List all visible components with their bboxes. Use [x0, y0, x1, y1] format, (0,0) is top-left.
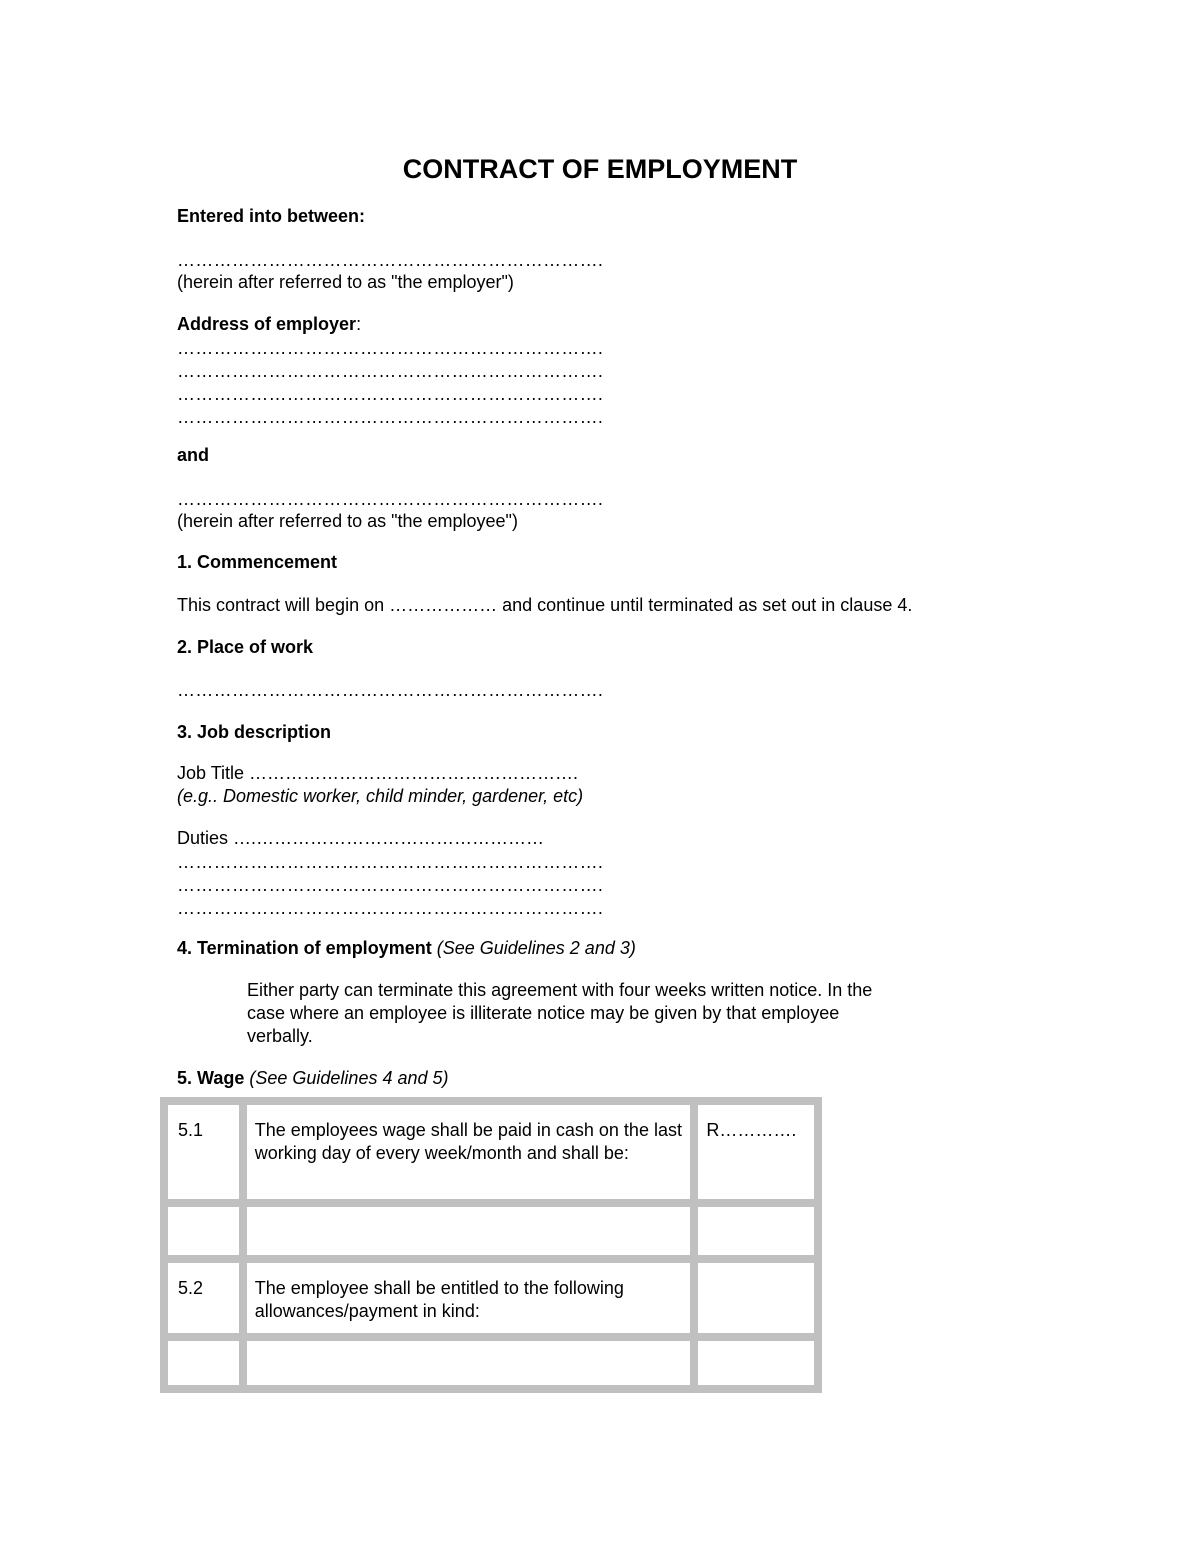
address-line-2: …………………………………………………………….: [177, 361, 604, 381]
address-heading-row: [177, 313, 361, 336]
wage-cell-amount: [694, 1337, 818, 1389]
employer-note: (herein after referred to as "the employer"): [177, 272, 514, 292]
wage-cell-amount: [694, 1259, 818, 1337]
address-heading: Address of employer: [177, 314, 357, 334]
termination-text-line-2: case where an employee is illiterate notice may be given by that employee: [247, 1003, 840, 1023]
wage-heading-row: [177, 1067, 449, 1090]
duties-line: Duties ….…………………………………………: [177, 828, 545, 848]
employee-note: (herein after referred to as "the employee"): [177, 511, 518, 531]
termination-text-line-1: Either party can terminate this agreement with four weeks written notice. In the: [247, 980, 873, 1000]
termination-text: [247, 979, 947, 1048]
and-label: and: [177, 445, 210, 465]
wage-cell-amount: [694, 1203, 818, 1259]
place-of-work-line: …………………………………………………………….: [177, 680, 604, 700]
wage-cell-text: The employee shall be entitled to the following allowances/payment in kind:: [243, 1259, 695, 1337]
wage-cell-text: [243, 1203, 695, 1259]
termination-heading-row: [177, 937, 636, 960]
duties-line-3: …………………………………………………………….: [177, 898, 604, 918]
address-line-4: …………………………………………………………….: [177, 407, 604, 427]
wage-cell-number: [164, 1203, 243, 1259]
table-row: [164, 1337, 818, 1389]
table-row: [164, 1259, 818, 1337]
address-line-1: …………………………………………………………….: [177, 338, 604, 358]
duties-line-1: …………………………………………………………….: [177, 852, 604, 872]
address-colon: :: [356, 314, 362, 334]
wage-cell-text: The employees wage shall be paid in cash on the last working day of every week/month and shall be:: [243, 1101, 695, 1203]
employee-name-line: …………………………………………………………….: [177, 489, 604, 509]
place-of-work-heading: 2. Place of work: [177, 637, 314, 657]
commencement-text: This contract will begin on ……………… and continue until terminated as set out in clause 4.: [177, 595, 913, 615]
table-row: [164, 1203, 818, 1259]
wage-cell-amount: R………….: [694, 1101, 818, 1203]
parties-heading: Entered into between:: [177, 206, 366, 226]
job-title-example: (e.g.. Domestic worker, child minder, gardener, etc): [177, 786, 584, 806]
employer-name-line: …………………………………………………………….: [177, 250, 604, 270]
termination-guideline: (See Guidelines 2 and 3): [436, 938, 636, 958]
commencement-heading: 1. Commencement: [177, 552, 338, 572]
wage-heading: 5. Wage: [177, 1068, 245, 1088]
wage-table: [160, 1097, 822, 1393]
wage-cell-text: [243, 1337, 695, 1389]
wage-guideline: (See Guidelines 4 and 5): [249, 1068, 449, 1088]
termination-heading: 4. Termination of employment: [177, 938, 432, 958]
wage-cell-number: [164, 1337, 243, 1389]
duties-line-2: …………………………………………………………….: [177, 875, 604, 895]
document-title: CONTRACT OF EMPLOYMENT: [402, 154, 798, 184]
table-row: [164, 1101, 818, 1203]
wage-cell-number: 5.1: [164, 1101, 243, 1203]
termination-text-line-3: verbally.: [247, 1026, 313, 1046]
address-line-3: …………………………………………………………….: [177, 384, 604, 404]
job-description-heading: 3. Job description: [177, 722, 332, 742]
wage-cell-number: 5.2: [164, 1259, 243, 1337]
job-title-line: Job Title ……………………………………………….: [177, 763, 579, 783]
